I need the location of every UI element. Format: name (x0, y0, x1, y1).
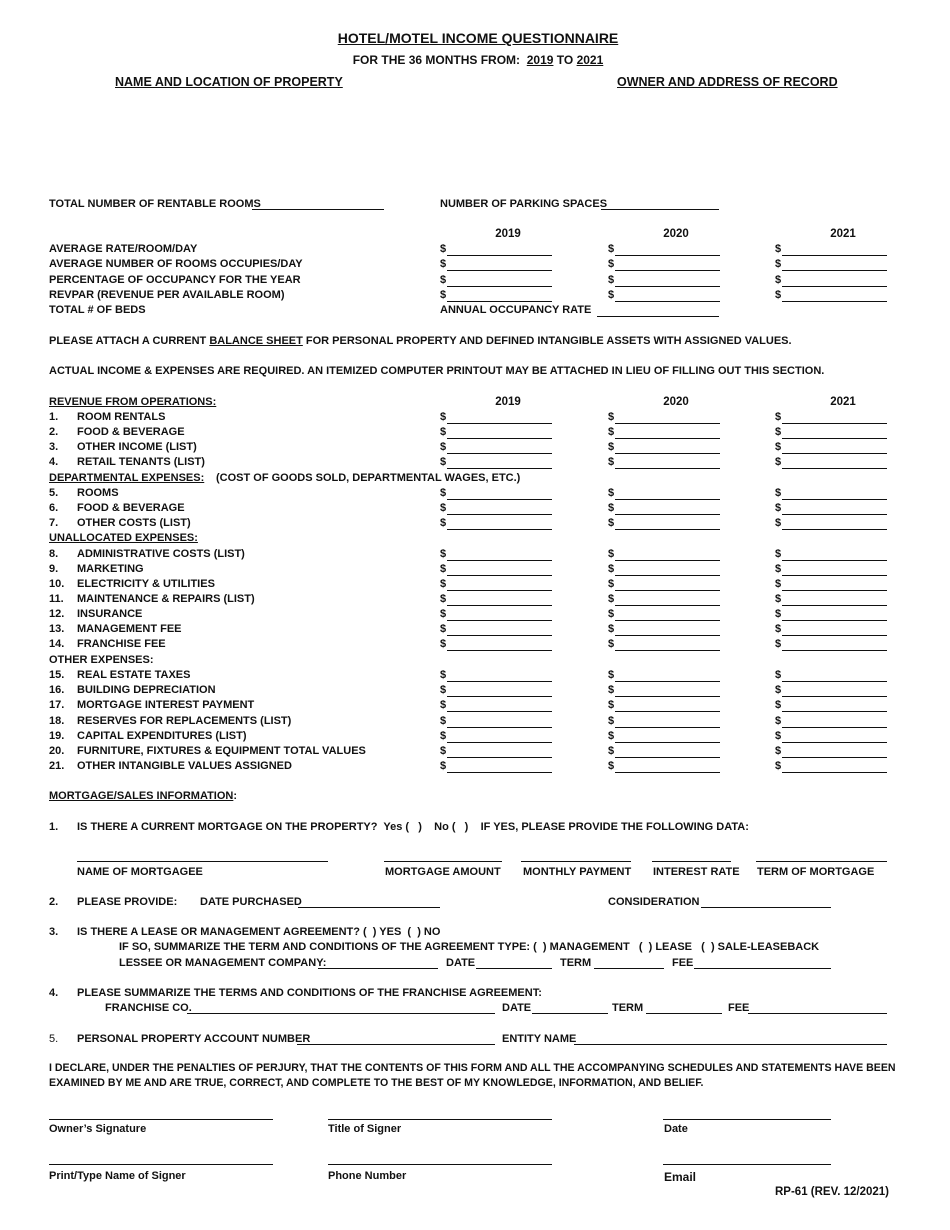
income-item-dollar-sign: $ (440, 548, 447, 560)
income-item-dollar-sign: $ (775, 578, 782, 590)
income-item-field-2019[interactable] (447, 620, 552, 621)
q4-fee-field[interactable] (748, 1013, 887, 1014)
entity-name-field[interactable] (574, 1044, 887, 1045)
form-title: HOTEL/MOTEL INCOME QUESTIONNAIRE (337, 30, 619, 46)
stats-row-label: AVERAGE NUMBER OF ROOMS OCCUPIES/DAY (49, 258, 303, 270)
income-item-dollar-sign: $ (440, 623, 447, 635)
income-item-number: 7. (49, 517, 59, 529)
income-item-dollar-sign: $ (775, 699, 782, 711)
income-item-number: 17. (49, 699, 65, 711)
income-item-dollar-sign: $ (775, 760, 782, 772)
income-item-field-2021[interactable] (782, 453, 887, 454)
subtitle-to: TO (556, 53, 574, 67)
q2-number: 2. (49, 896, 59, 908)
balance-note-suffix: FOR PERSONAL PROPERTY AND DEFINED INTANGIBLE ASSETS WITH ASSIGNED VALUES. (305, 335, 792, 347)
mortgage-heading (49, 790, 237, 802)
income-item-label: ADMINISTRATIVE COSTS (LIST) (77, 548, 245, 560)
income-item-field-2019[interactable] (447, 514, 552, 515)
income-item-label: MANAGEMENT FEE (77, 623, 182, 635)
q4-date-label: DATE (502, 1002, 532, 1014)
income-item-dollar-sign: $ (608, 608, 615, 620)
income-item-number: 21. (49, 760, 65, 772)
income-item-field-2020[interactable] (615, 453, 720, 454)
income-item-dollar-sign: $ (608, 745, 615, 757)
income-item-label: ROOMS (77, 487, 119, 499)
income-item-field-2020[interactable] (615, 590, 720, 591)
income-item-label: MAINTENANCE & REPAIRS (LIST) (77, 593, 255, 605)
stats-row-dollar-sign: $ (440, 289, 447, 301)
income-item-label: ROOM RENTALS (77, 411, 166, 423)
consideration-label: CONSIDERATION (608, 896, 700, 908)
stats-row-field-2021[interactable] (782, 286, 887, 287)
income-item-number: 11. (49, 593, 64, 605)
income-item-dollar-sign: $ (608, 638, 615, 650)
email-label: Email (664, 1170, 697, 1184)
form-subtitle (0, 53, 950, 67)
q4-term-label: TERM (612, 1002, 644, 1014)
income-item-field-2021[interactable] (782, 560, 887, 561)
income-item-field-2019[interactable] (447, 468, 552, 469)
income-item-field-2019[interactable] (447, 560, 552, 561)
franchise-co-field[interactable] (187, 1013, 495, 1014)
income-item-field-2019[interactable] (447, 727, 552, 728)
stats-row-field-2021[interactable] (782, 301, 887, 302)
q1-number: 1. (49, 821, 59, 833)
income-item-dollar-sign: $ (440, 578, 447, 590)
income-item-dollar-sign: $ (440, 684, 447, 696)
income-item-field-2019[interactable] (447, 742, 552, 743)
stats-row-field-2020[interactable] (615, 286, 720, 287)
income-item-field-2019[interactable] (447, 575, 552, 576)
income-item-dollar-sign: $ (608, 669, 615, 681)
income-item-field-2021[interactable] (782, 575, 887, 576)
income-item-label: MORTGAGE INTEREST PAYMENT (77, 699, 255, 711)
phone-number-field[interactable] (328, 1164, 552, 1165)
stats-row-label: TOTAL # OF BEDS (49, 304, 146, 316)
income-item-field-2021[interactable] (782, 635, 887, 636)
income-item-dollar-sign: $ (608, 593, 615, 605)
income-item-dollar-sign: $ (608, 502, 615, 514)
account-number-field[interactable] (297, 1044, 495, 1045)
stats-row-field-2021[interactable] (782, 255, 887, 256)
declaration-line-2: EXAMINED BY ME AND ARE TRUE, CORRECT, AND COMPLETE TO THE BEST OF MY KNOWLEDGE, INFORMATION, AND BELIEF. (49, 1077, 704, 1089)
interest-rate-field[interactable] (652, 861, 731, 862)
income-item-dollar-sign: $ (440, 441, 447, 453)
lessee-label: LESSEE OR MANAGEMENT COMPANY: (119, 957, 327, 969)
departmental-heading: DEPARTMENTAL EXPENSES: (49, 472, 205, 484)
income-item-label: ELECTRICITY & UTILITIES (77, 578, 215, 590)
income-item-field-2020[interactable] (615, 468, 720, 469)
monthly-payment-field[interactable] (521, 861, 631, 862)
parking-field[interactable] (601, 209, 719, 210)
income-item-field-2019[interactable] (447, 453, 552, 454)
income-item-dollar-sign: $ (608, 441, 615, 453)
income-item-field-2019[interactable] (447, 529, 552, 530)
income-item-dollar-sign: $ (608, 411, 615, 423)
stats-row-dollar-sign: $ (608, 243, 615, 255)
stats-year-2019: 2019 (495, 228, 521, 240)
entity-name-label: ENTITY NAME (502, 1033, 577, 1045)
owner-signature-field[interactable] (49, 1119, 273, 1120)
rentable-rooms-label: TOTAL NUMBER OF RENTABLE ROOMS (49, 198, 261, 210)
mortgage-amount-field[interactable] (384, 861, 502, 862)
print-name-field[interactable] (49, 1164, 273, 1165)
income-item-label: FOOD & BEVERAGE (77, 426, 185, 438)
income-item-label: BUILDING DEPRECIATION (77, 684, 216, 696)
income-item-field-2019[interactable] (447, 681, 552, 682)
q5-number: 5. (49, 1033, 59, 1045)
income-item-dollar-sign: $ (440, 502, 447, 514)
income-year-2021: 2021 (830, 396, 856, 408)
q2-label: PLEASE PROVIDE: (77, 896, 178, 908)
income-item-number: 14. (49, 638, 65, 650)
other-expenses-heading: OTHER EXPENSES: (49, 654, 154, 666)
income-item-label: OTHER INCOME (LIST) (77, 441, 197, 453)
q3-text: IS THERE A LEASE OR MANAGEMENT AGREEMENT? ( ) YES ( ) NO (77, 926, 441, 938)
income-item-field-2021[interactable] (782, 423, 887, 424)
income-item-dollar-sign: $ (608, 730, 615, 742)
income-item-number: 18. (49, 715, 65, 727)
income-item-dollar-sign: $ (775, 548, 782, 560)
income-item-number: 1. (49, 411, 59, 423)
q3-number: 3. (49, 926, 59, 938)
income-item-dollar-sign: $ (775, 638, 782, 650)
form-id: RP-61 (REV. 12/2021) (775, 1186, 890, 1198)
income-item-dollar-sign: $ (775, 730, 782, 742)
income-item-number: 9. (49, 563, 59, 575)
income-item-field-2020[interactable] (615, 423, 720, 424)
income-item-field-2020[interactable] (615, 499, 720, 500)
stats-year-2020: 2020 (663, 228, 689, 240)
income-item-dollar-sign: $ (440, 487, 447, 499)
income-item-field-2021[interactable] (782, 727, 887, 728)
income-item-dollar-sign: $ (608, 760, 615, 772)
parking-label: NUMBER OF PARKING SPACES (440, 198, 608, 210)
q3-term-field[interactable] (594, 968, 664, 969)
phone-number-label: Phone Number (328, 1170, 407, 1182)
stats-row-dollar-sign: $ (775, 289, 782, 301)
income-item-dollar-sign: $ (608, 715, 615, 727)
income-item-label: RETAIL TENANTS (LIST) (77, 456, 205, 468)
income-item-field-2020[interactable] (615, 757, 720, 758)
stats-row-field-2019[interactable] (447, 270, 552, 271)
income-item-dollar-sign: $ (608, 578, 615, 590)
stats-row-dollar-sign: $ (775, 258, 782, 270)
income-item-dollar-sign: $ (775, 426, 782, 438)
income-item-field-2021[interactable] (782, 757, 887, 758)
income-item-field-2020[interactable] (615, 635, 720, 636)
income-item-dollar-sign: $ (608, 517, 615, 529)
income-item-field-2020[interactable] (615, 605, 720, 606)
stats-row-dollar-sign: $ (608, 289, 615, 301)
income-item-number: 10. (49, 578, 65, 590)
income-item-label: FOOD & BEVERAGE (77, 502, 185, 514)
income-item-dollar-sign: $ (608, 684, 615, 696)
stats-row-dollar-sign: $ (775, 274, 782, 286)
income-item-dollar-sign: $ (440, 745, 447, 757)
owner-heading: OWNER AND ADDRESS OF RECORD (617, 75, 838, 89)
income-item-field-2021[interactable] (782, 605, 887, 606)
income-item-dollar-sign: $ (775, 456, 782, 468)
income-item-field-2021[interactable] (782, 696, 887, 697)
income-item-field-2019[interactable] (447, 650, 552, 651)
income-item-dollar-sign: $ (608, 699, 615, 711)
annual-occupancy-field[interactable] (597, 316, 719, 317)
stats-row-dollar-sign: $ (775, 243, 782, 255)
income-item-field-2020[interactable] (615, 620, 720, 621)
income-item-label: OTHER COSTS (LIST) (77, 517, 191, 529)
mortgage-heading-text: MORTGAGE/SALES INFORMATION (49, 790, 234, 802)
income-item-field-2020[interactable] (615, 727, 720, 728)
income-item-field-2019[interactable] (447, 423, 552, 424)
income-item-dollar-sign: $ (440, 411, 447, 423)
income-item-dollar-sign: $ (440, 638, 447, 650)
income-item-field-2020[interactable] (615, 772, 720, 773)
income-item-field-2021[interactable] (782, 514, 887, 515)
income-item-dollar-sign: $ (440, 456, 447, 468)
income-item-field-2019[interactable] (447, 605, 552, 606)
q3-fee-field[interactable] (694, 968, 831, 969)
balance-note-prefix: PLEASE ATTACH A CURRENT (49, 335, 207, 347)
col-monthly-payment: MONTHLY PAYMENT (523, 866, 632, 878)
q3-date-label: DATE (446, 957, 476, 969)
income-item-dollar-sign: $ (775, 517, 782, 529)
income-item-number: 12. (49, 608, 65, 620)
q1-text: IS THERE A CURRENT MORTGAGE ON THE PROPERTY? Yes ( ) No ( ) IF YES, PLEASE PROVIDE THE FOLLOWING DATA: (77, 821, 749, 833)
income-item-label: REAL ESTATE TAXES (77, 669, 191, 681)
income-item-field-2020[interactable] (615, 560, 720, 561)
term-of-mortgage-field[interactable] (756, 861, 887, 862)
q3-date-field[interactable] (476, 968, 552, 969)
income-item-field-2021[interactable] (782, 620, 887, 621)
income-item-dollar-sign: $ (775, 563, 782, 575)
income-item-number: 19. (49, 730, 65, 742)
stats-year-2021: 2021 (830, 228, 856, 240)
q4-date-field[interactable] (532, 1013, 608, 1014)
stats-row-field-2020[interactable] (615, 270, 720, 271)
stats-row-label: AVERAGE RATE/ROOM/DAY (49, 243, 198, 255)
income-item-number: 3. (49, 441, 59, 453)
income-item-dollar-sign: $ (775, 669, 782, 681)
stats-row-dollar-sign: $ (440, 274, 447, 286)
income-item-label: RESERVES FOR REPLACEMENTS (LIST) (77, 715, 292, 727)
income-item-dollar-sign: $ (775, 608, 782, 620)
q4-text: PLEASE SUMMARIZE THE TERMS AND CONDITIONS OF THE FRANCHISE AGREEMENT: (77, 987, 542, 999)
income-item-field-2021[interactable] (782, 681, 887, 682)
income-item-dollar-sign: $ (440, 608, 447, 620)
income-item-field-2021[interactable] (782, 529, 887, 530)
income-item-dollar-sign: $ (775, 715, 782, 727)
unallocated-heading: UNALLOCATED EXPENSES: (49, 532, 198, 544)
income-item-field-2019[interactable] (447, 711, 552, 712)
income-item-label: FURNITURE, FIXTURES & EQUIPMENT TOTAL VALUES (77, 745, 366, 757)
income-item-dollar-sign: $ (775, 487, 782, 499)
owner-signature-label: Owner’s Signature (49, 1123, 147, 1135)
col-mortgagee: NAME OF MORTGAGEE (77, 866, 203, 878)
q3-fee-label: FEE (672, 957, 694, 969)
income-item-dollar-sign: $ (775, 502, 782, 514)
income-item-dollar-sign: $ (775, 441, 782, 453)
income-item-dollar-sign: $ (775, 623, 782, 635)
account-number-label: PERSONAL PROPERTY ACCOUNT NUMBER (77, 1033, 311, 1045)
income-item-field-2019[interactable] (447, 499, 552, 500)
income-item-dollar-sign: $ (775, 411, 782, 423)
stats-row-dollar-sign: $ (608, 274, 615, 286)
col-mortgage-amount: MORTGAGE AMOUNT (385, 866, 501, 878)
income-item-label: CAPITAL EXPENDITURES (LIST) (77, 730, 247, 742)
year-from: 2019 (526, 53, 554, 67)
consideration-field[interactable] (701, 907, 831, 908)
income-item-number: 4. (49, 456, 59, 468)
income-item-field-2021[interactable] (782, 499, 887, 500)
income-item-number: 13. (49, 623, 65, 635)
email-field[interactable] (663, 1164, 831, 1165)
stats-row-field-2019[interactable] (447, 301, 552, 302)
stats-row-field-2020[interactable] (615, 255, 720, 256)
income-item-field-2020[interactable] (615, 742, 720, 743)
print-name-label: Print/Type Name of Signer (49, 1170, 186, 1182)
stats-row-dollar-sign: $ (440, 258, 447, 270)
annual-occupancy-label: ANNUAL OCCUPANCY RATE (440, 304, 592, 316)
income-item-label: FRANCHISE FEE (77, 638, 166, 650)
lessee-field[interactable] (318, 968, 438, 969)
income-item-label: MARKETING (77, 563, 144, 575)
property-heading: NAME AND LOCATION OF PROPERTY (115, 75, 343, 89)
income-item-dollar-sign: $ (440, 699, 447, 711)
income-item-number: 20. (49, 745, 65, 757)
year-to: 2021 (576, 53, 604, 67)
title-of-signer-label: Title of Signer (328, 1123, 402, 1135)
income-item-dollar-sign: $ (440, 563, 447, 575)
income-item-label: INSURANCE (77, 608, 143, 620)
income-item-field-2021[interactable] (782, 772, 887, 773)
stats-row-dollar-sign: $ (608, 258, 615, 270)
income-item-dollar-sign: $ (608, 548, 615, 560)
income-item-dollar-sign: $ (608, 623, 615, 635)
stats-row-field-2021[interactable] (782, 270, 887, 271)
income-year-2020: 2020 (663, 396, 689, 408)
income-item-field-2019[interactable] (447, 696, 552, 697)
stats-row-label: REVPAR (REVENUE PER AVAILABLE ROOM) (49, 289, 285, 301)
income-item-dollar-sign: $ (608, 487, 615, 499)
income-item-dollar-sign: $ (440, 517, 447, 529)
subtitle-prefix: FOR THE 36 MONTHS FROM: (352, 53, 521, 67)
income-item-dollar-sign: $ (440, 669, 447, 681)
income-item-field-2021[interactable] (782, 468, 887, 469)
income-item-dollar-sign: $ (440, 760, 447, 772)
stats-row-field-2019[interactable] (447, 286, 552, 287)
balance-sheet-note (49, 335, 792, 347)
date-field[interactable] (663, 1119, 831, 1120)
income-item-number: 8. (49, 548, 59, 560)
income-item-dollar-sign: $ (440, 715, 447, 727)
revenue-heading: REVENUE FROM OPERATIONS: (49, 396, 217, 408)
stats-row-field-2020[interactable] (615, 301, 720, 302)
declaration-line-1: I DECLARE, UNDER THE PENALTIES OF PERJURY, THAT THE CONTENTS OF THIS FORM AND ALL THE ACCOMPANYING SCHEDULES AND STATEMENTS HAVE BEEN (49, 1062, 896, 1074)
income-item-field-2021[interactable] (782, 711, 887, 712)
stats-row-field-2019[interactable] (447, 255, 552, 256)
income-item-field-2020[interactable] (615, 711, 720, 712)
income-item-field-2019[interactable] (447, 772, 552, 773)
income-item-field-2019[interactable] (447, 590, 552, 591)
income-item-field-2020[interactable] (615, 696, 720, 697)
income-year-2019: 2019 (495, 396, 521, 408)
departmental-note: (COST OF GOODS SOLD, DEPARTMENTAL WAGES, ETC.) (216, 472, 521, 484)
income-item-field-2020[interactable] (615, 514, 720, 515)
income-item-dollar-sign: $ (775, 593, 782, 605)
income-item-field-2020[interactable] (615, 681, 720, 682)
income-item-field-2020[interactable] (615, 650, 720, 651)
income-item-dollar-sign: $ (440, 426, 447, 438)
q4-term-field[interactable] (646, 1013, 722, 1014)
income-item-dollar-sign: $ (440, 593, 447, 605)
income-item-dollar-sign: $ (775, 684, 782, 696)
income-item-label: OTHER INTANGIBLE VALUES ASSIGNED (77, 760, 292, 772)
income-item-number: 15. (49, 669, 65, 681)
date-purchased-field[interactable] (298, 907, 440, 908)
date-purchased-label: DATE PURCHASED (200, 896, 302, 908)
income-item-dollar-sign: $ (775, 745, 782, 757)
income-item-number: 5. (49, 487, 59, 499)
income-item-field-2021[interactable] (782, 438, 887, 439)
income-item-field-2021[interactable] (782, 590, 887, 591)
mortgagee-field[interactable] (77, 861, 328, 862)
title-of-signer-field[interactable] (328, 1119, 552, 1120)
income-item-dollar-sign: $ (608, 563, 615, 575)
col-interest-rate: INTEREST RATE (653, 866, 740, 878)
actual-income-note: ACTUAL INCOME & EXPENSES ARE REQUIRED. AN ITEMIZED COMPUTER PRINTOUT MAY BE ATTACHED IN LIEU OF FILLING OUT THIS SECTION. (49, 365, 825, 377)
balance-sheet-term: BALANCE SHEET (209, 335, 303, 347)
q3-term-label: TERM (560, 957, 592, 969)
income-item-number: 6. (49, 502, 59, 514)
income-item-field-2020[interactable] (615, 575, 720, 576)
q4-fee-label: FEE (728, 1002, 750, 1014)
income-item-dollar-sign: $ (608, 456, 615, 468)
income-item-field-2020[interactable] (615, 529, 720, 530)
income-item-number: 16. (49, 684, 65, 696)
income-item-field-2021[interactable] (782, 742, 887, 743)
income-item-field-2019[interactable] (447, 635, 552, 636)
income-item-field-2019[interactable] (447, 757, 552, 758)
stats-row-label: PERCENTAGE OF OCCUPANCY FOR THE YEAR (49, 274, 301, 286)
date-label: Date (664, 1123, 688, 1135)
income-item-field-2019[interactable] (447, 438, 552, 439)
col-term-of-mortgage: TERM OF MORTGAGE (757, 866, 875, 878)
mortgage-heading-colon: : (233, 790, 238, 802)
q3-agreement-type: IF SO, SUMMARIZE THE TERM AND CONDITIONS OF THE AGREEMENT TYPE: ( ) MANAGEMENT ( ) LEASE ( ) SALE-LEASEBACK (119, 941, 820, 953)
income-item-dollar-sign: $ (440, 730, 447, 742)
stats-row-dollar-sign: $ (440, 243, 447, 255)
q4-number: 4. (49, 987, 59, 999)
franchise-co-label: FRANCHISE CO. (105, 1002, 192, 1014)
rentable-rooms-field[interactable] (252, 209, 384, 210)
income-item-field-2020[interactable] (615, 438, 720, 439)
income-item-field-2021[interactable] (782, 650, 887, 651)
income-item-dollar-sign: $ (608, 426, 615, 438)
income-item-number: 2. (49, 426, 59, 438)
